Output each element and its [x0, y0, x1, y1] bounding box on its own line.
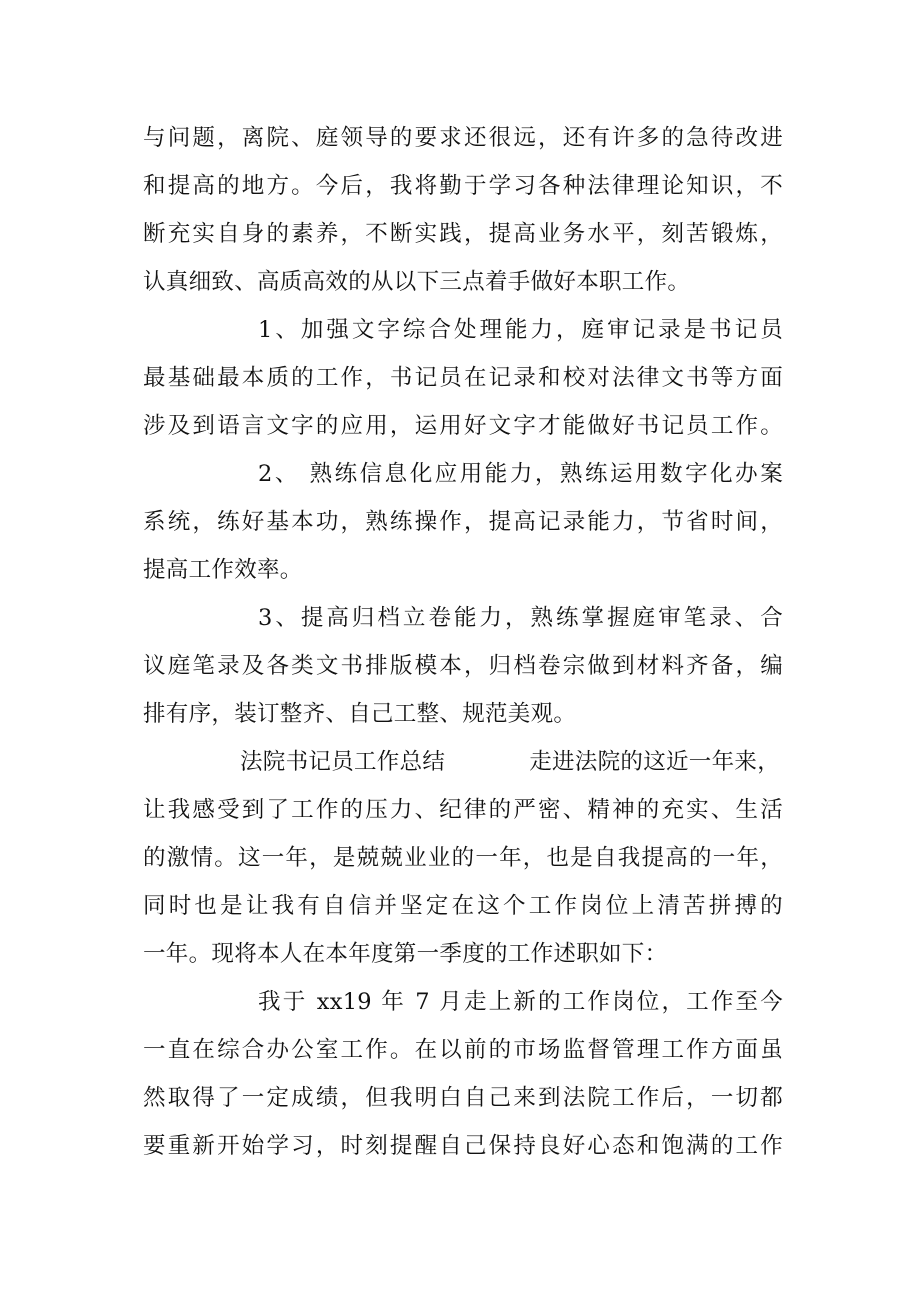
text-line: 我于 xx19 年 7 月走上新的工作岗位，工作至今	[258, 989, 783, 1015]
text-line: 和提高的地方。今后，我将勤于学习各种法律理论知识，不	[143, 173, 783, 199]
text-line: 一年。现将本人在本年度第一季度的工作述职如下：	[143, 941, 668, 967]
text-line: 断充实自身的素养，不断实践，提高业务水平，刻苦锻炼，	[143, 221, 783, 247]
text-line: 涉及到语言文字的应用，运用好文字才能做好书记员工作。	[143, 413, 783, 439]
text-line: 要重新开始学习，时刻提醒自己保持良好心态和饱满的工作	[143, 1133, 783, 1159]
text-line: 一直在综合办公室工作。在以前的市场监督管理工作方面虽	[143, 1037, 783, 1063]
section-title-line	[240, 742, 783, 782]
text-line: 2、 熟练信息化应用能力，熟练运用数字化办案	[258, 461, 783, 487]
text-line: 认真细致、高质高效的从以下三点着手做好本职工作。	[143, 269, 691, 295]
text-line: 议庭笔录及各类文书排版模本，归档卷宗做到材料齐备，编	[143, 653, 783, 679]
text-line: 然取得了一定成绩，但我明白自己来到法院工作后，一切都	[143, 1085, 783, 1111]
text-line: 系统，练好基本功，熟练操作，提高记录能力，节省时间，	[143, 509, 783, 535]
text-line: 最基础最本质的工作，书记员在记录和校对法律文书等方面	[143, 365, 783, 391]
section-title: 法院书记员工作总结	[240, 749, 446, 775]
text-line: 与问题，离院、庭领导的要求还很远，还有许多的急待改进	[143, 125, 783, 151]
text-line: 同时也是让我有自信并坚定在这个工作岗位上清苦拼搏的	[143, 893, 783, 919]
text-line: 1、加强文字综合处理能力，庭审记录是书记员	[258, 317, 783, 343]
text-line: 提高工作效率。	[143, 557, 303, 583]
text-line: 3、提高归档立卷能力，熟练掌握庭审笔录、合	[258, 605, 783, 631]
text-line: 的激情。这一年，是兢兢业业的一年，也是自我提高的一年，	[143, 845, 783, 871]
text-line: 走进法院的这近一年来，	[529, 749, 781, 775]
text-line: 排有序，装订整齐、自己工整、规范美观。	[143, 701, 577, 727]
text-line: 让我感受到了工作的压力、纪律的严密、精神的充实、生活	[143, 797, 783, 823]
